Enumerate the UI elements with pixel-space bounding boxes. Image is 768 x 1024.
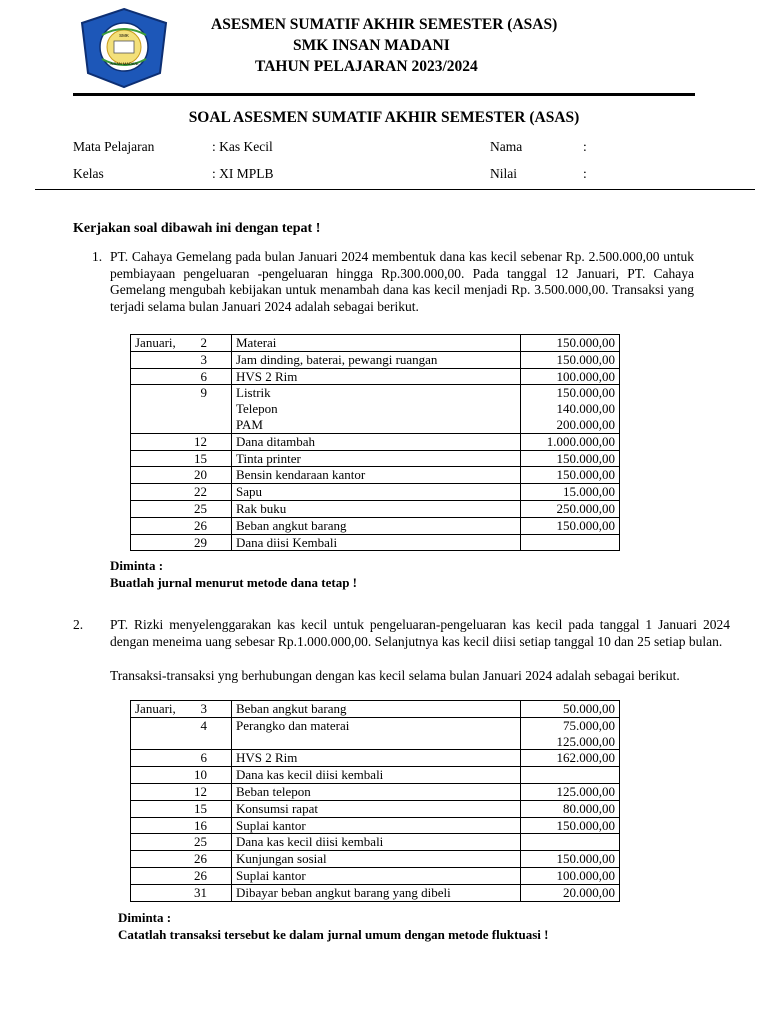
date-cell (131, 534, 232, 551)
amount-text: 75.000,00 (563, 717, 615, 733)
amount-cell (521, 767, 620, 784)
day-label: 6 (200, 750, 207, 766)
description-text: Beban angkut barang (236, 517, 347, 533)
q2-transactions-table (130, 700, 620, 902)
table-row (131, 351, 620, 368)
day-label: 3 (200, 701, 207, 716)
description-text: Kunjungan sosial (236, 851, 327, 867)
q2-asked-text: Catatlah transaksi tersebut ke dalam jurnal umum dengan metode fluktuasi ! (118, 927, 549, 942)
date-cell (131, 817, 232, 834)
date-cell (131, 433, 232, 450)
amount-text: 125.000,00 (556, 783, 615, 799)
description-text: Konsumsi rapat (236, 800, 318, 816)
document-title: SOAL ASESMEN SUMATIF AKHIR SEMESTER (ASAS) (188, 109, 580, 126)
description-text: HVS 2 Rim (236, 368, 298, 384)
table-row (131, 867, 620, 884)
amount-cell (521, 450, 620, 467)
date-cell (131, 783, 232, 800)
description-text: Materai (236, 335, 277, 350)
amount-cell (521, 884, 620, 901)
description-cell (232, 534, 521, 551)
subject-value: : Kas Kecil (212, 139, 273, 154)
date-cell (131, 500, 232, 517)
class-label: Kelas (73, 166, 104, 181)
date-cell (131, 368, 232, 385)
day-label: 12 (194, 433, 207, 449)
amount-cell (521, 433, 620, 450)
q2-text1: PT. Rizki menyelenggarakan kas kecil untuk pengeluaran-pengeluaran kas kecil pada tanggal 1 Januari 2024 dengan meneima uang sebesar Rp.1.000.000,00. Selanjutnya kas kecil diisi setiap tanggal 10 dan 25 setiap bulan. (110, 617, 730, 649)
day-label: 26 (194, 867, 207, 883)
date-cell (131, 450, 232, 467)
month-label: Januari, (135, 701, 176, 716)
description-cell (232, 867, 521, 884)
amount-text: 150.000,00 (556, 517, 615, 533)
table-row (131, 884, 620, 901)
date-cell (131, 800, 232, 817)
description-text: HVS 2 Rim (236, 750, 298, 766)
description-text: Telepon (236, 401, 278, 417)
amount-text: 200.000,00 (556, 416, 615, 432)
day-label: 26 (194, 517, 207, 533)
meta-rule (35, 189, 755, 190)
amount-text: 20.000,00 (563, 884, 615, 900)
amount-cell (521, 351, 620, 368)
amount-text: 150.000,00 (556, 385, 615, 401)
description-cell (232, 884, 521, 901)
day-label: 25 (194, 500, 207, 516)
description-text: Suplai kantor (236, 867, 306, 883)
date-cell (131, 717, 232, 750)
table-row (131, 750, 620, 767)
table-row (131, 467, 620, 484)
description-cell (232, 450, 521, 467)
description-cell (232, 800, 521, 817)
amount-cell (521, 817, 620, 834)
description-text: Listrik (236, 385, 271, 401)
q1-asked-label: Diminta : (110, 558, 164, 573)
amount-text: 100.000,00 (556, 867, 615, 883)
q1-number: 1. (92, 249, 103, 264)
amount-text: 140.000,00 (556, 401, 615, 417)
description-text (236, 734, 516, 750)
day-label: 6 (200, 368, 207, 384)
description-text: Sapu (236, 484, 262, 500)
amount-cell (521, 484, 620, 501)
amount-text: 125.000,00 (556, 733, 615, 749)
day-label: 15 (194, 800, 207, 816)
table-row (131, 701, 620, 718)
table-row (131, 767, 620, 784)
date-cell (131, 750, 232, 767)
description-text: Perangko dan materai (236, 717, 350, 733)
amount-cell (521, 851, 620, 868)
amount-text: 150.000,00 (556, 351, 615, 367)
day-label: 10 (194, 767, 207, 783)
q2-number: 2. (73, 617, 84, 632)
table-row (131, 817, 620, 834)
description-text: Dana diisi Kembali (236, 534, 338, 550)
amount-text: 250.000,00 (556, 500, 615, 516)
description-cell (232, 500, 521, 517)
amount-cell (521, 335, 620, 352)
amount-cell (521, 867, 620, 884)
table-row (131, 433, 620, 450)
q1-asked-text: Buatlah jurnal menurut metode dana tetap ! (110, 575, 358, 590)
description-cell (232, 834, 521, 851)
score-value: : (583, 166, 587, 181)
header-line1: ASESMEN SUMATIF AKHIR SEMESTER (ASAS) (211, 16, 558, 33)
amount-text: 15.000,00 (563, 484, 615, 500)
table-row (131, 834, 620, 851)
q1-text: PT. Cahaya Gemelang pada bulan Januari 2024 membentuk dana kas kecil sebenar Rp. 2.500.000,00 untuk pembiayaan pengeluaran -pengeluaran hingga Rp.300.000,00. Pada tanggal 12 Januari, PT. Cahaya Gemelang mengubah kebijakan untuk menambah dana kas kecil menjadi Rp. 3.500.000,00. Transaksi yang terjadi selama bulan Januari 2024 adalah sebagai berikut. (110, 249, 694, 314)
logo-text-bottom: INSAN MADANI (109, 61, 139, 66)
day-label: 20 (194, 467, 207, 483)
description-text: Beban angkut barang (236, 701, 347, 716)
table-row (131, 517, 620, 534)
day-label: 29 (194, 534, 207, 550)
date-cell (131, 351, 232, 368)
amount-cell (521, 800, 620, 817)
description-cell (232, 484, 521, 501)
q1-transactions-table (130, 334, 620, 551)
amount-text: 150.000,00 (556, 851, 615, 867)
table-row (131, 385, 620, 433)
day-label: 25 (194, 834, 207, 850)
description-cell (232, 351, 521, 368)
date-cell (131, 851, 232, 868)
amount-cell (521, 783, 620, 800)
instruction: Kerjakan soal dibawah ini dengan tepat ! (73, 221, 321, 236)
day-label: 26 (194, 851, 207, 867)
description-cell (232, 433, 521, 450)
q2-asked-label: Diminta : (118, 910, 172, 925)
description-cell (232, 783, 521, 800)
amount-cell (521, 750, 620, 767)
table-row (131, 717, 620, 750)
description-cell (232, 817, 521, 834)
date-cell (131, 467, 232, 484)
table-row (131, 534, 620, 551)
description-text: Dana kas kecil diisi kembali (236, 767, 384, 783)
day-label: 31 (194, 884, 207, 900)
description-cell (232, 767, 521, 784)
amount-text: 150.000,00 (556, 467, 615, 483)
description-text: Rak buku (236, 500, 287, 516)
date-cell (131, 385, 232, 433)
amount-cell (521, 701, 620, 718)
amount-text: 100.000,00 (556, 368, 615, 384)
date-cell (131, 701, 232, 718)
description-text: PAM (236, 416, 263, 432)
description-text: Jam dinding, baterai, pewangi ruangan (236, 351, 438, 367)
table-row (131, 500, 620, 517)
day-label: 15 (194, 450, 207, 466)
description-cell (232, 368, 521, 385)
description-text: Suplai kantor (236, 817, 306, 833)
amount-cell (521, 385, 620, 433)
amount-text (525, 535, 615, 551)
name-label: Nama (490, 139, 523, 154)
date-cell (131, 884, 232, 901)
description-cell (232, 467, 521, 484)
table-row (131, 783, 620, 800)
amount-text: 50.000,00 (563, 701, 615, 716)
header-rule (73, 93, 695, 96)
score-label: Nilai (490, 166, 517, 181)
amount-text: 80.000,00 (563, 800, 615, 816)
description-text: Beban telepon (236, 783, 311, 799)
amount-text: 162.000,00 (556, 750, 615, 766)
subject-label: Mata Pelajaran (73, 139, 155, 154)
table-row (131, 800, 620, 817)
table-row (131, 851, 620, 868)
amount-cell (521, 467, 620, 484)
day-label: 12 (194, 783, 207, 799)
description-cell (232, 750, 521, 767)
date-cell (131, 867, 232, 884)
amount-cell (521, 717, 620, 750)
day-label: 16 (194, 817, 207, 833)
amount-text (525, 767, 615, 783)
name-value: : (583, 139, 587, 154)
table-row (131, 484, 620, 501)
day-label: 2 (200, 335, 207, 350)
amount-text: 150.000,00 (556, 450, 615, 466)
description-text: Bensin kendaraan kantor (236, 467, 366, 483)
amount-cell (521, 500, 620, 517)
table-row (131, 450, 620, 467)
date-cell (131, 517, 232, 534)
day-label: 4 (200, 717, 207, 733)
month-label: Januari, (135, 335, 176, 350)
school-logo (78, 7, 170, 89)
description-cell (232, 701, 521, 718)
description-cell (232, 385, 521, 433)
table-row (131, 368, 620, 385)
day-label: 22 (194, 484, 207, 500)
amount-cell (521, 834, 620, 851)
description-text: Tinta printer (236, 450, 301, 466)
header-line2: SMK INSAN MADANI (293, 37, 450, 54)
amount-text: 150.000,00 (556, 335, 615, 350)
description-text: Dana ditambah (236, 433, 316, 449)
day-label: 9 (200, 385, 207, 401)
description-text: Dana kas kecil diisi kembali (236, 834, 384, 850)
amount-text (525, 834, 615, 850)
amount-cell (521, 534, 620, 551)
amount-cell (521, 517, 620, 534)
date-cell (131, 834, 232, 851)
date-cell (131, 767, 232, 784)
description-cell (232, 335, 521, 352)
date-cell (131, 335, 232, 352)
amount-cell (521, 368, 620, 385)
header-line3: TAHUN PELAJARAN 2023/2024 (255, 58, 478, 75)
table-row (131, 335, 620, 352)
class-value: : XI MPLB (212, 166, 274, 181)
description-cell (232, 717, 521, 750)
description-cell (232, 517, 521, 534)
day-label: 3 (200, 351, 207, 367)
logo-text-top: SMK (119, 33, 129, 38)
amount-text: 150.000,00 (556, 817, 615, 833)
date-cell (131, 484, 232, 501)
q2-text2: Transaksi-transaksi yng berhubungan dengan kas kecil selama bulan Januari 2024 adalah sebagai berikut. (110, 668, 680, 683)
description-text: Dibayar beban angkut barang yang dibeli (236, 884, 451, 900)
amount-text: 1.000.000,00 (546, 433, 615, 449)
description-cell (232, 851, 521, 868)
